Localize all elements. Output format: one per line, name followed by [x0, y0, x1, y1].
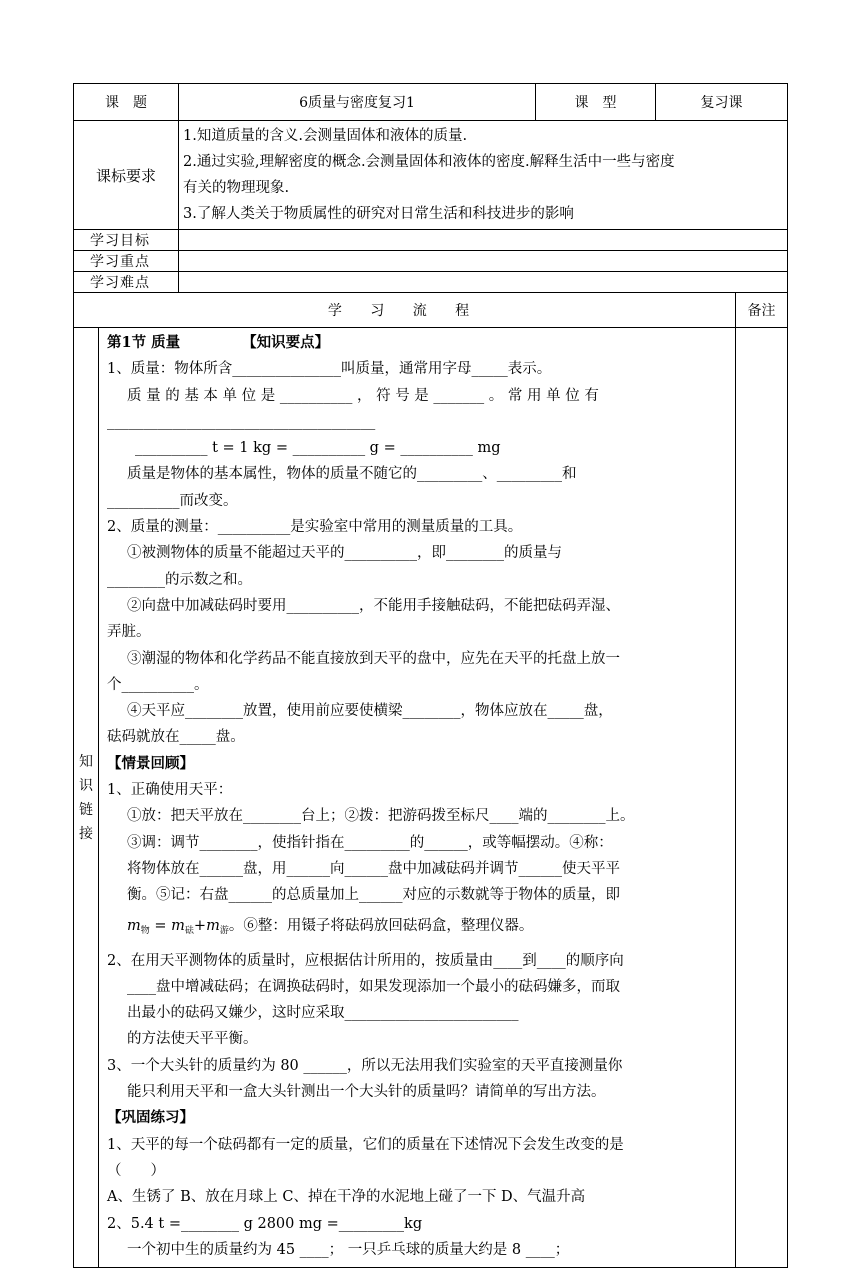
focus-row	[74, 251, 788, 272]
text-line: 将物体放在______盘，用______向______盘中加减砝码并调节______使天平平	[127, 860, 620, 877]
knowledge-link-label: 知 识 链 接	[74, 328, 99, 1268]
text-line: ①被测物体的质量不能超过天平的__________，即________的质量与	[127, 545, 562, 562]
text-line: ④天平应________放置，使用前应要使横梁________，物体应放在_____盘，	[127, 703, 613, 720]
difficulty-row	[74, 272, 788, 293]
content-row	[74, 328, 788, 1268]
text-line: ____盘中增减砝码；在调换砝码时，如果发现添加一个最小的砝码嫌多，而取	[127, 978, 620, 995]
practice-tag: 【巩固练习】	[107, 1109, 194, 1127]
text-line: ③调：调节________，使指针指在_________的______，或等幅摆动。④称：	[127, 834, 613, 851]
text-line: A、生锈了 B、放在月球上 C、掉在干净的水泥地上碰了一下 D、气温升高	[107, 1189, 586, 1206]
goal-value	[179, 230, 788, 251]
text-line: 1、质量：物体所含_______________叫质量，通常用字母_____表示。	[107, 361, 552, 378]
text-line: 1、正确使用天平：	[107, 782, 233, 799]
text-line: 3、一个大头针的质量约为 80 ______，所以无法用我们实验室的天平直接测量你	[107, 1057, 623, 1074]
flow-title: 学 习 流 程	[74, 293, 736, 328]
text-line: ②向盘中加减砝码时要用__________，不能用手接触砝码，不能把砝码弄湿、	[127, 597, 620, 614]
formula-line: $m_物 = m_砝+m_游$。⑥整：用镊子将砝码放回砝码盒，整理仪器。	[127, 917, 534, 936]
text-line: ①放：把天平放在________台上；②拨：把游码拨至标尺____端的________上。	[127, 808, 635, 825]
text-line: __________ t = 1 kg = __________ g = __________ mg	[135, 440, 501, 457]
study-flow-content	[99, 328, 736, 1268]
type-value: 复习课	[656, 84, 788, 121]
scene-review-tag: 【情景回顾】	[107, 754, 194, 772]
text-line: 2、在用天平测物体的质量时，应根据估计所用的，按质量由____到____的顺序向	[107, 952, 624, 969]
text-line: 出最小的砝码又嫌少，这时应采取________________________	[127, 1005, 519, 1022]
text-line: 质量是物体的基本属性，物体的质量不随它的_________、_________和	[127, 466, 577, 483]
text-line: （ ）	[107, 1162, 165, 1179]
note-header: 备注	[736, 293, 788, 328]
topic-label: 课 题	[74, 84, 179, 121]
type-label: 课 型	[536, 84, 656, 121]
difficulty-label: 学习难点	[74, 272, 179, 293]
focus-value	[179, 251, 788, 272]
text-line: 质 量 的 基 本 单 位 是 __________ ， 符 号 是 _______ 。 常 用 单 位 有	[127, 387, 599, 404]
text-line: 2、5.4 t =________ g 2800 mg =_________kg	[107, 1215, 423, 1232]
text-line: 能只利用天平和一盒大头针测出一个大头针的质量吗？请简单的写出方法。	[127, 1084, 606, 1101]
focus-label: 学习重点	[74, 251, 179, 272]
standards-label: 课标要求	[74, 121, 179, 230]
text-line: ③潮湿的物体和化学药品不能直接放到天平的盘中，应先在天平的托盘上放一	[127, 650, 620, 667]
standards-row	[74, 121, 788, 230]
text-line: 砝码就放在_____盘。	[107, 729, 245, 746]
section-heading	[107, 330, 729, 356]
flow-header-row	[74, 293, 788, 328]
goal-row	[74, 230, 788, 251]
text-line: 衡。⑤记：右盘______的总质量加上______对应的示数就等于物体的质量，即	[127, 887, 620, 904]
note-column	[736, 328, 788, 1268]
formula: $m_物 = m_砝+m_游$	[127, 917, 229, 936]
lesson-plan-table	[73, 83, 788, 1268]
text-line: ________的示数之和。	[107, 571, 252, 588]
text-line: 2、质量的测量：__________是实验室中常用的测量质量的工具。	[107, 519, 523, 536]
text-line: _____________________________________	[107, 413, 376, 430]
standards-line: 3.了解人类关于物质属性的研究对日常生活和科技进步的影响	[183, 206, 574, 222]
standards-text	[179, 121, 788, 230]
text-line: 1、天平的每一个砝码都有一定的质量，它们的质量在下述情况下会发生改变的是	[107, 1136, 624, 1153]
section-title: 第1节 质量	[107, 334, 181, 351]
key-points-tag: 【知识要点】	[242, 334, 330, 351]
standards-line: 2.通过实验,理解密度的概念.会测量固体和液体的密度.解释生活中一些与密度	[183, 154, 675, 170]
text-line: 一个初中生的质量约为 45 ____； 一只乒乓球的质量大约是 8 ____；	[127, 1241, 570, 1258]
standards-line: 1.知道质量的含义.会测量固体和液体的质量.	[183, 128, 468, 144]
text-line: 弄脏。	[107, 624, 151, 641]
text-line: 的方法使天平平衡。	[127, 1031, 258, 1048]
difficulty-value	[179, 272, 788, 293]
header-row	[74, 84, 788, 121]
topic-value: 6质量与密度复习1	[179, 84, 536, 121]
goal-label: 学习目标	[74, 230, 179, 251]
text-line: __________而改变。	[107, 492, 238, 509]
standards-line: 有关的物理现象.	[183, 180, 290, 196]
text-line: 个__________。	[107, 676, 209, 693]
